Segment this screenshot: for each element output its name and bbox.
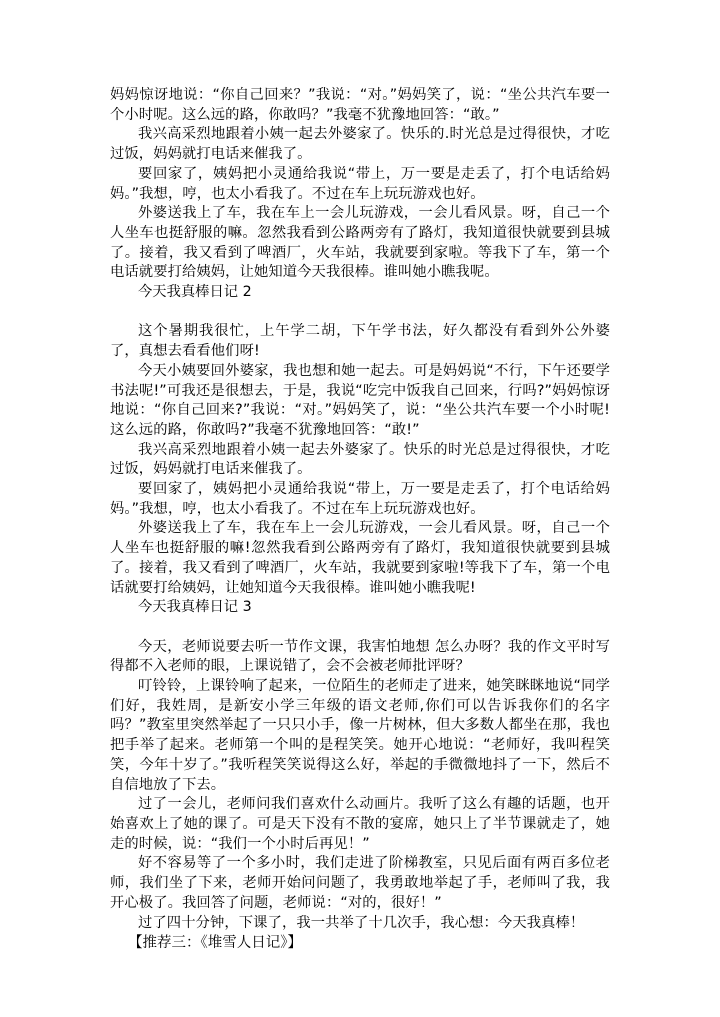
paragraph: 好不容易等了一个多小时，我们走进了阶梯教室，只见后面有两百多位老师，我们坐了下来，老师开始问问题了，我勇敢地举起了手，老师叫了我，我开心极了。我回答了问题，老师说：“对的，很好！” bbox=[110, 855, 610, 911]
paragraph: 要回家了，姨妈把小灵通给我说“带上，万一要是走丢了，打个电话给妈妈。”我想，哼，也太小看我了。不过在车上玩玩游戏也好。 bbox=[110, 481, 610, 517]
paragraph: 过了一会儿，老师问我们喜欢什么动画片。我听了这么有趣的话题，也开始喜欢上了她的课了。可是天下没有不散的宴席，她只上了半节课就走了，她走的时候，说：“我们一个小时后再见！” bbox=[110, 796, 610, 852]
paragraph: 这个暑期我很忙，上午学二胡，下午学书法，好久都没有看到外公外婆了，真想去看看他们呀! bbox=[110, 323, 610, 360]
paragraph: 要回家了，姨妈把小灵通给我说“带上，万一要是走丢了，打个电话给妈妈。”我想，哼，也太小看我了。不过在车上玩玩游戏也好。 bbox=[110, 165, 610, 202]
paragraph: 外婆送我上了车，我在车上一会儿玩游戏，一会儿看风景。呀，自己一个人坐车也挺舒服的嘛!忽然我看到公路两旁有了路灯，我知道很快就要到县城了。接着，我又看到了啤酒厂，火车站，我就要到家啦!等我下了车，第一个电话就要打给姨妈，让她知道今天我很棒。谁叫她小瞧我呢! bbox=[110, 520, 610, 596]
recommend-heading: 【推荐三：《堆雪人日记》】 bbox=[128, 935, 302, 952]
section-title: 今天我真棒日记 2 bbox=[138, 284, 252, 301]
section-title: 今天我真棒日记 3 bbox=[138, 599, 252, 616]
paragraph: 我兴高采烈地跟着小姨一起去外婆家了。快乐的.时光总是过得很快，才吃过饭，妈妈就打电话来催我了。 bbox=[110, 126, 610, 163]
blank-line bbox=[110, 618, 610, 638]
paragraph: 妈妈惊讶地说：“你自己回来？”我说：“对。”妈妈笑了，说：“坐公共汽车要一个小时呢。这么远的路，你敢吗？”我毫不犹豫地回答：“敢。” bbox=[110, 87, 610, 123]
paragraph: 今天，老师说要去听一节作文课，我害怕地想 怎么办呀？我的作文平时写得都不入老师的眼，上课说错了，会不会被老师批评呀？ bbox=[110, 638, 610, 675]
paragraph: 外婆送我上了车，我在车上一会儿玩游戏，一会儿看风景。呀，自己一个人坐车也挺舒服的嘛。忽然我看到公路两旁有了路灯，我知道很快就要到县城了。接着，我又看到了啤酒厂，火车站，我就要到家啦。等我下了车，第一个电话就要打给姨妈，让她知道今天我很棒。谁叫她小瞧我呢。 bbox=[110, 205, 610, 281]
paragraph: 我兴高采烈地跟着小姨一起去外婆家了。快乐的时光总是过得很快，才吃过饭，妈妈就打电话来催我了。 bbox=[110, 441, 610, 478]
paragraph: 叮铃铃，上课铃响了起来，一位陌生的老师走了进来，她笑眯眯地说“同学们好，我姓周，是新安小学三年级的语文老师,你们可以告诉我你们的名字吗？”教室里突然举起了一只只小手，像一片树林，但大多数人都坐在那，我也把手举了起来。老师第一个叫的是程笑笑。她开心地说：“老师好，我叫程笑笑，今年十岁了。”我听程笑笑说得这么好，举起的手微微地抖了一下，然后不自信地放了下去。 bbox=[110, 678, 610, 793]
paragraph: 今天小姨要回外婆家，我也想和她一起去。可是妈妈说“不行，下午还要学书法呢!”可我还是很想去，于是，我说“吃完中饭我自己回来，行吗?”妈妈惊讶地说：“你自己回来?”我说：“对。”妈妈笑了，说：“坐公共汽车要一个小时呢!这么远的路，你敢吗?”我毫不犹豫地回答：“敢!” bbox=[110, 362, 610, 438]
paragraph: 过了四十分钟，下课了，我一共举了十几次手，我心想：今天我真棒！ bbox=[138, 914, 585, 931]
blank-line bbox=[110, 303, 610, 323]
